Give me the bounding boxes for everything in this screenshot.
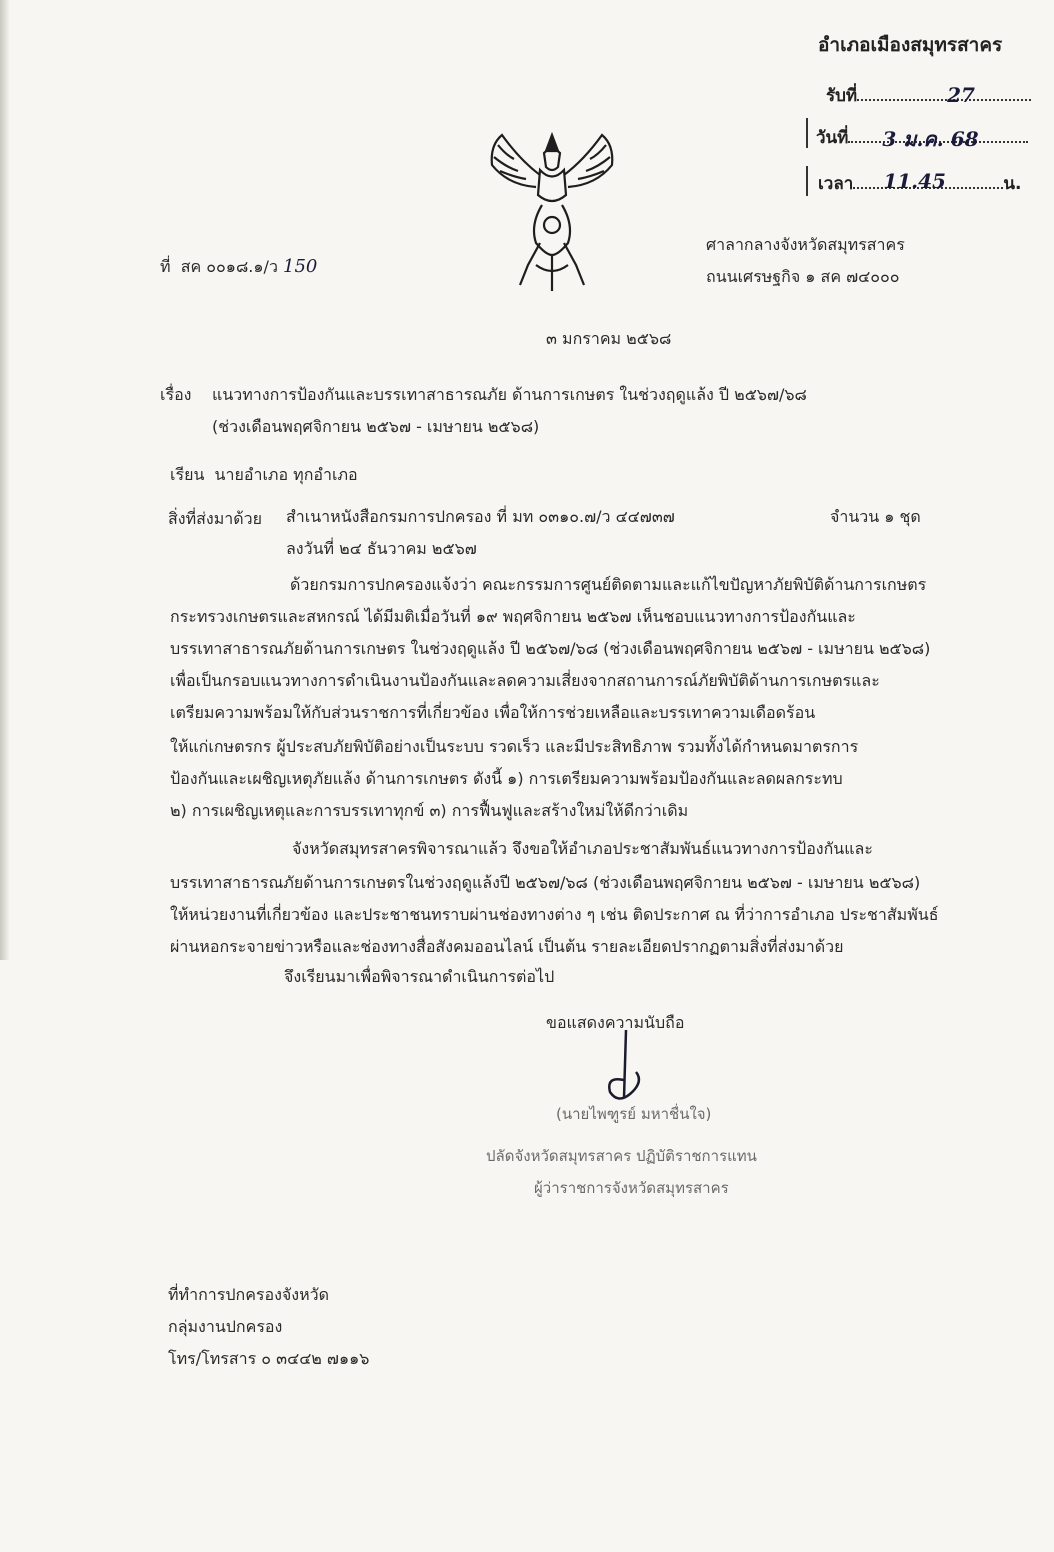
footer-phone: โทร/โทรสาร ๐ ๓๔๔๒ ๗๑๑๖ xyxy=(168,1349,370,1368)
subject-line-2: (ช่วงเดือนพฤศจิกายน ๒๕๖๗ - เมษายน ๒๕๖๘) xyxy=(212,417,540,436)
paragraph-2-line: ให้หน่วยงานที่เกี่ยวข้อง และประชาชนทราบผ่านช่องทางต่าง ๆ เช่น ติดประกาศ ณ ที่ว่าการอำเภอ ประชาสัมพันธ์ xyxy=(170,905,939,924)
stamp-time-value: 11.45 xyxy=(883,169,946,193)
stamp-border-mark xyxy=(806,166,808,196)
to-label: เรียน xyxy=(170,465,205,484)
salutation: ขอแสดงความนับถือ xyxy=(546,1013,685,1032)
stamp-date-value: 3 ม.ค. 68 xyxy=(882,127,979,151)
ref-number: สค ๐๐๑๘.๑/ว xyxy=(180,257,278,276)
paragraph-2-line: บรรเทาสาธารณภัยด้านการเกษตรในช่วงฤดูแล้งปี ๒๕๖๗/๖๘ (ช่วงเดือนพฤศจิกายน ๒๕๖๗ - เมษายน ๒๕๖๘) xyxy=(170,873,921,892)
garuda-emblem-icon xyxy=(480,115,625,295)
signer-position-2: ผู้ว่าราชการจังหวัดสมุทรสาคร xyxy=(534,1179,729,1197)
enclosure-line-1: สำเนาหนังสือกรมการปกครอง ที่ มท ๐๓๑๐.๗/ว ๔๔๗๓๗ xyxy=(286,507,675,526)
paragraph-1-line: ป้องกันและเผชิญเหตุภัยแล้ง ด้านการเกษตร ดังนี้ ๑) การเตรียมความพร้อมป้องกันและลดผลกระทบ xyxy=(170,769,843,788)
closing-request: จึงเรียนมาเพื่อพิจารณาดำเนินการต่อไป xyxy=(284,967,555,986)
stamp-received-no: 27 xyxy=(947,83,975,107)
ref-number-row xyxy=(160,256,317,278)
signer-name: (นายไพฑูรย์ มหาชื่นใจ) xyxy=(556,1105,712,1123)
stamp-date-label: วันที่ xyxy=(816,128,849,148)
stamp-time-label: เวลา xyxy=(818,174,854,194)
stamp-received-label: รับที่ xyxy=(826,86,858,106)
handwritten-signature-icon xyxy=(596,1028,666,1108)
paragraph-1-line: ด้วยกรมการปกครองแจ้งว่า คณะกรรมการศูนย์ติดตามและแก้ไขปัญหาภัยพิบัติด้านการเกษตร xyxy=(290,575,927,594)
stamp-office: อำเภอเมืองสมุทรสาคร xyxy=(818,34,1003,56)
to-row xyxy=(170,464,358,486)
to-value: นายอำเภอ ทุกอำเภอ xyxy=(214,465,358,484)
stamp-date-dots xyxy=(848,127,1028,151)
paragraph-1-line: กระทรวงเกษตรและสหกรณ์ ได้มีมติเมื่อวันที่ ๑๙ พฤศจิกายน ๒๕๖๗ เห็นชอบแนวทางการป้องกันและ xyxy=(170,607,856,626)
footer-group: กลุ่มงานปกครอง xyxy=(168,1317,283,1336)
letter-date: ๓ มกราคม ๒๕๖๘ xyxy=(546,329,672,348)
paragraph-1-line: เพื่อเป็นกรอบแนวทางการดำเนินงานป้องกันและลดความเสี่ยงจากสถานการณ์ภัยพิบัติด้านการเกษตรและ xyxy=(170,671,880,690)
paragraph-1-line: บรรเทาสาธารณภัยด้านการเกษตร ในช่วงฤดูแล้ง ปี ๒๕๖๗/๖๘ (ช่วงเดือนพฤศจิกายน ๒๕๖๗ - เมษายน ๒๕๖๘) xyxy=(170,639,931,658)
stamp-date-row xyxy=(816,124,1028,151)
stamp-received-dots xyxy=(857,83,1031,107)
enclosure-qty: จำนวน ๑ ชุด xyxy=(830,507,921,526)
stamp-received-row xyxy=(826,82,1031,109)
stamp-time-dots xyxy=(853,169,1003,193)
subject-line-1: แนวทางการป้องกันและบรรเทาสาธารณภัย ด้านการเกษตร ในช่วงฤดูแล้ง ปี ๒๕๖๗/๖๘ xyxy=(212,385,807,404)
subject-label: เรื่อง xyxy=(160,385,192,404)
org-name: ศาลากลางจังหวัดสมุทรสาคร xyxy=(706,235,905,254)
org-address: ถนนเศรษฐกิจ ๑ สค ๗๔๐๐๐ xyxy=(706,267,900,286)
ref-handwritten: 150 xyxy=(283,256,318,277)
paragraph-2-line: จังหวัดสมุทรสาครพิจารณาแล้ว จึงขอให้อำเภอประชาสัมพันธ์แนวทางการป้องกันและ xyxy=(292,839,873,858)
paragraph-1-line: ๒) การเผชิญเหตุและการบรรเทาทุกข์ ๓) การฟื้นฟูและสร้างใหม่ให้ดีกว่าเดิม xyxy=(170,801,689,820)
enclosure-line-2: ลงวันที่ ๒๔ ธันวาคม ๒๕๖๗ xyxy=(286,539,477,558)
stamp-time-unit: น. xyxy=(1003,174,1022,194)
stamp-border-mark xyxy=(806,118,808,148)
scan-edge-shadow xyxy=(0,0,10,960)
footer-dept: ที่ทำการปกครองจังหวัด xyxy=(168,1285,330,1304)
enclosure-label: สิ่งที่ส่งมาด้วย xyxy=(168,509,262,528)
paragraph-1-line: ให้แก่เกษตรกร ผู้ประสบภัยพิบัติอย่างเป็นระบบ รวดเร็ว และมีประสิทธิภาพ รวมทั้งได้กำหนดมาตรการ xyxy=(170,737,859,756)
stamp-time-row xyxy=(818,170,1021,197)
ref-label: ที่ xyxy=(160,257,171,276)
signer-position-1: ปลัดจังหวัดสมุทรสาคร ปฏิบัติราชการแทน xyxy=(486,1147,757,1165)
paragraph-2-line: ผ่านหอกระจายข่าวหรือและช่องทางสื่อสังคมออนไลน์ เป็นต้น รายละเอียดปรากฏตามสิ่งที่ส่งมาด้วย xyxy=(170,937,844,956)
paragraph-1-line: เตรียมความพร้อมให้กับส่วนราชการที่เกี่ยวข้อง เพื่อให้การช่วยเหลือและบรรเทาความเดือดร้อน xyxy=(170,703,816,722)
